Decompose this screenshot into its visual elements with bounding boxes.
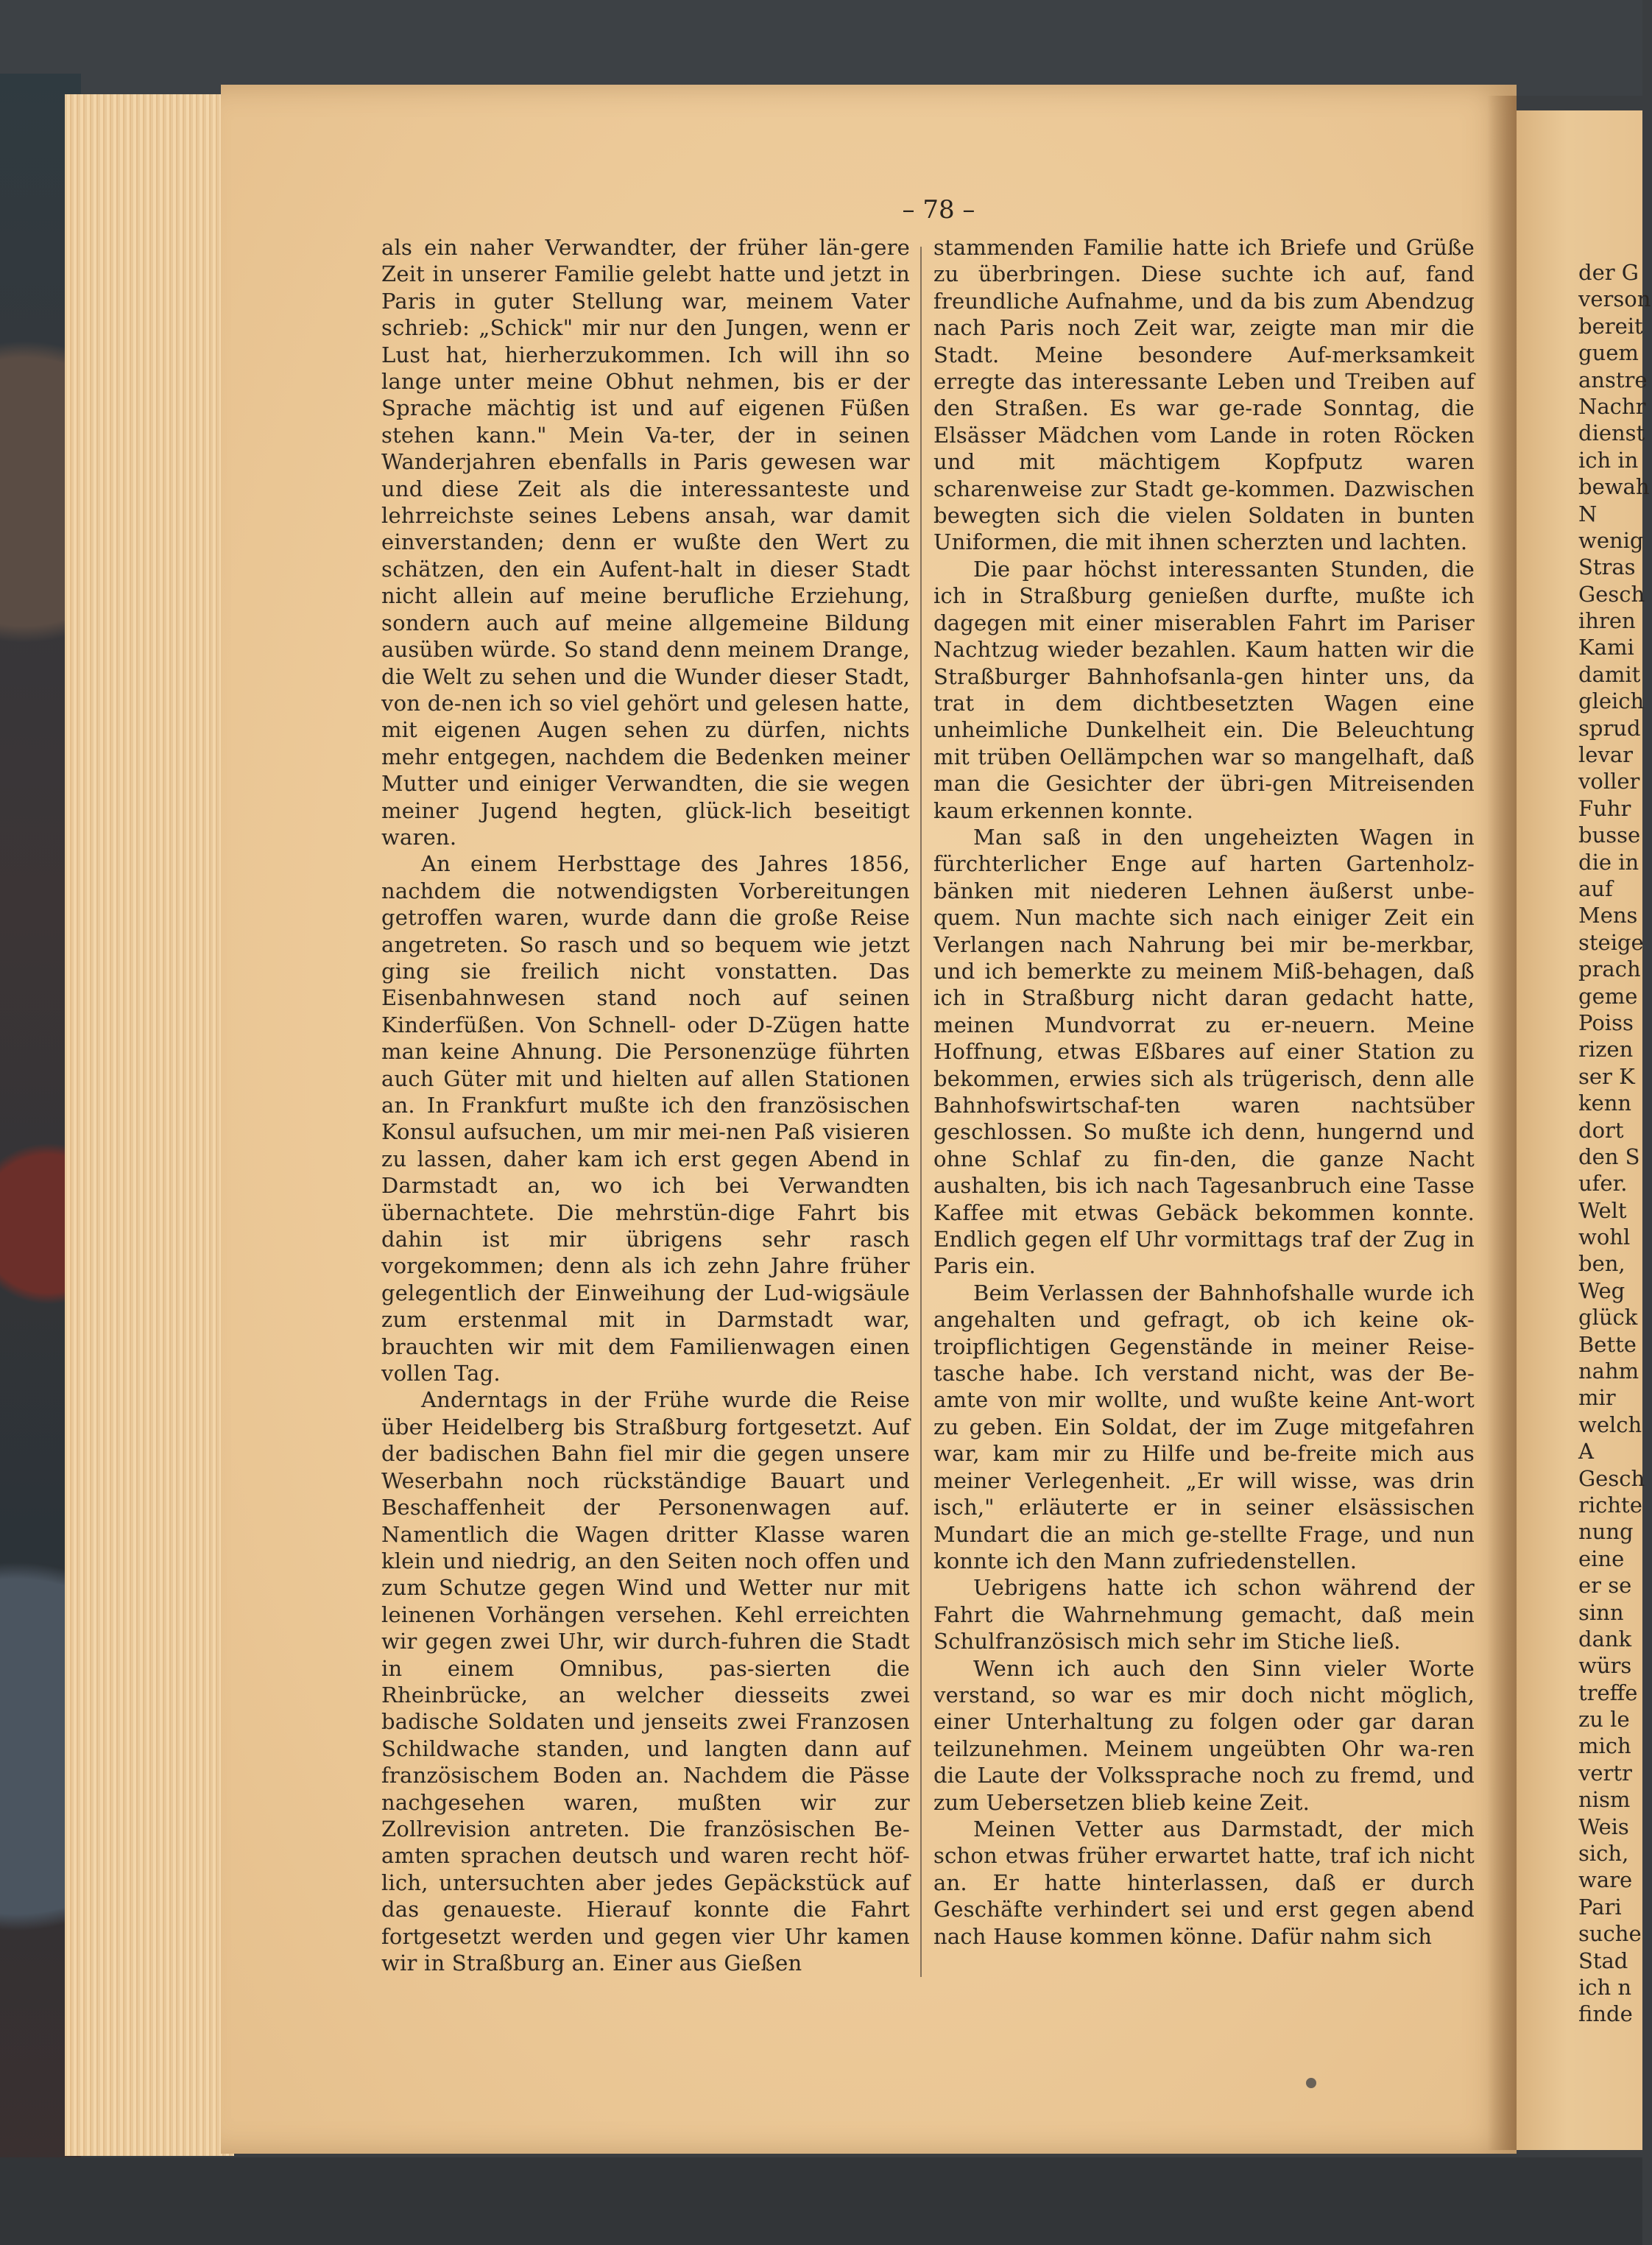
facing-page-line: dank	[1578, 1626, 1632, 1652]
facing-page-line: nung	[1578, 1519, 1634, 1545]
facing-page-line: auf	[1578, 875, 1613, 901]
facing-page-line: finde	[1578, 2001, 1633, 2027]
facing-page-line: sinn	[1578, 1599, 1624, 1625]
facing-page-line: geme	[1578, 983, 1638, 1009]
facing-page-line: sprud	[1578, 715, 1641, 741]
paragraph: An einem Herbsttage des Jahres 1856, nachdem die notwendigsten Vorbereitungen getroffen waren, wurde dann die große Reise angetreten. So rasch und so bequem wie jetzt ging sie freilich nicht vonstatten. Das Eisenbahnwesen stand noch auf seinen Kinderfüßen. Von Schnell- oder D-Zügen hatte man keine Ahnung. Die Personenzüge führten auch Güter mit und hielten auf allen Stationen an. In Frankfurt mußte ich den französischen Konsul aufsuchen, um mir mei-nen Paß visieren zu lassen, daher kam ich erst gegen Abend in Darmstadt an, wo ich bei Verwandten übernachtete. Die mehrstün-dige Fahrt bis dahin ist mir übrigens sehr rasch vorgekommen; denn als ich zehn Jahre früher gelegentlich der Einweihung der Lud-wigsäule zum erstenmal mit in Darmstadt war, brauchten wir mit dem Familienwagen einen vollen Tag.	[381, 851, 910, 1386]
facing-page-line: sich,	[1578, 1841, 1629, 1867]
facing-page-line: Fuhr	[1578, 795, 1631, 821]
facing-page-line: prach	[1578, 956, 1641, 982]
facing-page-line: N	[1578, 501, 1598, 526]
facing-page-line: Weis	[1578, 1814, 1629, 1839]
facing-page-line: levar	[1578, 742, 1633, 768]
paragraph: Uebrigens hatte ich schon während der Fahrt die Wahrnehmung gemacht, daß mein Schulfranzösisch mich sehr im Stiche ließ.	[933, 1575, 1475, 1654]
facing-page-line: Weg	[1578, 1277, 1625, 1303]
facing-page-line: er se	[1578, 1573, 1632, 1599]
facing-page-line: wenig	[1578, 527, 1644, 553]
facing-page-line: Stad	[1578, 1948, 1628, 1973]
facing-page-line: Stras	[1578, 554, 1636, 580]
facing-page-line: mich	[1578, 1733, 1631, 1759]
facing-page-line: welch	[1578, 1412, 1642, 1437]
facing-page-line: gleich	[1578, 688, 1645, 714]
facing-page-line: der G	[1578, 260, 1639, 285]
background-bottom	[0, 2157, 1642, 2245]
paragraph: als ein naher Verwandter, der früher län-gere Zeit in unserer Familie gelebt hatte und jetzt in Paris in guter Stellung war, meinem Vater schrieb: „Schick" mir nur den Jungen, wenn er Lust hat, hierherzukommen. Ich will ihn so lange unter meine Obhut nehmen, bis er der Sprache mächtig ist und auf eigenen Füßen stehen kann." Mein Va-ter, der in seinen Wanderjahren ebenfalls in Paris gewesen war und diese Zeit als die interessanteste und lehrreichste seines Lebens ansah, war damit einverstanden; denn er wußte den Wert zu schätzen, den ein Aufent-halt in dieser Stadt nicht allein auf meine berufliche Erziehung, sondern auch auf meine allgemeine Bildung ausüben würde. So stand denn meinem Drange, die Welt zu sehen und die Wunder dieser Stadt, von de-nen ich so viel gehört und gelesen hatte, mit eigenen Augen sehen zu dürfen, nichts mehr entgegen, nachdem die Bedenken meiner Mutter und einiger Verwandten, die sie wegen meiner Jugend hegten, glück-lich beseitigt waren.	[381, 235, 910, 850]
facing-page-line: mir	[1578, 1385, 1616, 1411]
facing-page-line: Poiss	[1578, 1009, 1634, 1035]
facing-page-line: den S	[1578, 1143, 1640, 1169]
facing-page-line: Welt	[1578, 1197, 1627, 1223]
facing-page-line: glück	[1578, 1305, 1638, 1331]
facing-page-line: Kami	[1578, 635, 1634, 660]
facing-page-line: rizen	[1578, 1037, 1634, 1062]
page-mark	[1306, 2078, 1316, 2088]
facing-page-line: bewah	[1578, 474, 1650, 500]
facing-page-line: suche	[1578, 1921, 1642, 1947]
facing-page-line: ich in	[1578, 447, 1639, 473]
facing-page-line: Mens	[1578, 903, 1638, 928]
facing-page-line: anstre	[1578, 367, 1648, 392]
facing-page-line: richte	[1578, 1492, 1642, 1518]
facing-page-line: ben,	[1578, 1251, 1625, 1277]
paragraph: Beim Verlassen der Bahnhofshalle wurde ich angehalten und gefragt, ob ich keine ok-troipflichtigen Gegenstände in meiner Reise-tasche habe. Ich verstand nicht, was der Be-amte von mir wollte, und wußte keine Ant-wort zu geben. Ein Soldat, der im Zuge mitgefahren war, kam mir zu Hilfe und be-freite mich aus meiner Verlegenheit. „Er will wisse, was drin isch," erläuterte er in seiner elsässischen Mundart die an mich ge-stellte Frage, und nun konnte ich den Mann zufriedenstellen.	[933, 1280, 1475, 1573]
paragraph: Man saß in den ungeheizten Wagen in fürchterlicher Enge auf harten Gartenholz-bänken mit niederen Lehnen äußerst unbe-quem. Nun machte sich nach einiger Zeit ein Verlangen nach Nahrung bei mir be-merkbar, und ich bemerkte zu meinem Miß-behagen, daß ich in Straßburg nicht daran gedacht hatte, meinen Mundvorrat zu er-neuern. Meine Hoffnung, etwas Eßbares auf einer Station zu bekommen, erwies sich als trügerisch, denn alle Bahnhofswirtschaf-ten waren nachtsüber geschlossen. So mußte ich denn, hungernd und ohne Schlaf zu fin-den, die ganze Nacht aushalten, bis ich nach Tagesanbruch eine Tasse Kaffee mit etwas Gebäck bekommen konnte. Endlich gegen elf Uhr vormittags traf der Zug in Paris ein.	[933, 824, 1475, 1279]
facing-page-line: damit	[1578, 661, 1641, 687]
facing-page-line: bereit	[1578, 313, 1643, 339]
facing-page-line: die in	[1578, 849, 1639, 875]
background-top	[0, 0, 1642, 96]
facing-page-line: Gesch	[1578, 581, 1645, 607]
paragraph: Anderntags in der Frühe wurde die Reise über Heidelberg bis Straßburg fortgesetzt. Auf der badischen Bahn fiel mir die gegen unsere Weserbahn noch rückständige Bauart und Beschaffenheit der Personenwagen auf. Namentlich die Wagen dritter Klasse waren klein und niedrig, an den Seiten noch offen und zum Schutze gegen Wind und Wetter nur mit leinenen Vorhängen versehen. Kehl erreichten wir gegen zwei Uhr, wir durch-fuhren die Stadt in einem Omnibus, pas-sierten die Rheinbrücke, an welcher diesseits zwei badische Soldaten und jenseits zwei Franzosen Schildwache standen, und langten dann auf französischem Boden an. Nachdem die Pässe nachgesehen waren, mußten wir zur Zollrevision antreten. Die französischen Be-amten sprachen deutsch und waren recht höf-lich, untersuchten aber jedes Gepäckstück auf das genaueste. Hierauf konnte die Fahrt fortgesetzt werden und gegen vier Uhr kamen wir in Straßburg an. Einer aus Gießen	[381, 1387, 910, 1976]
facing-page-line: ihren	[1578, 608, 1636, 634]
facing-page-line: treffe	[1578, 1680, 1638, 1705]
facing-page-text-fragments	[1578, 259, 1652, 2028]
page-number: – 78 –	[902, 195, 975, 225]
page-stack-edge	[65, 94, 234, 2156]
facing-page-line: Gesch	[1578, 1465, 1645, 1491]
facing-page-line: ufer.	[1578, 1171, 1628, 1196]
facing-page-line: verson	[1578, 286, 1651, 312]
facing-page-line: Nachr	[1578, 393, 1646, 419]
facing-page-line: guem	[1578, 340, 1639, 366]
paragraph: Die paar höchst interessanten Stunden, die ich in Straßburg genießen durfte, mußte ich dagegen mit einer miserablen Fahrt im Pariser Nachtzug wieder bezahlen. Kaum hatten wir die Straßburger Bahnhofsanla-gen hinter uns, da trat in dem dichtbesetzten Wagen eine unheimliche Dunkelheit ein. Die Beleuchtung mit trüben Oellämpchen war so mangelhaft, daß man die Gesichter der übri-gen Mitreisenden kaum erkennen konnte.	[933, 556, 1475, 823]
facing-page-line: Bette	[1578, 1331, 1637, 1357]
facing-page-line: voller	[1578, 769, 1640, 794]
paragraph: Meinen Vetter aus Darmstadt, der mich schon etwas früher erwartet hatte, traf ich nicht an. Er hatte hinterlassen, daß er durch Geschäfte verhindert sei und erst gegen abend nach Hause kommen könne. Dafür nahm sich	[933, 1816, 1475, 1949]
facing-page-line: würs	[1578, 1653, 1632, 1679]
facing-page-line: Pari	[1578, 1894, 1622, 1920]
right-text-column	[933, 234, 1475, 1950]
facing-page-line: nism	[1578, 1787, 1631, 1813]
facing-page-line: kenn	[1578, 1090, 1632, 1116]
facing-page-line: ich n	[1578, 1975, 1632, 2000]
facing-page-line: ser K	[1578, 1063, 1635, 1089]
facing-page-line: eine	[1578, 1546, 1625, 1571]
left-text-column	[381, 234, 910, 1976]
facing-page-line: wohl	[1578, 1224, 1631, 1250]
facing-page-line: busse	[1578, 822, 1641, 848]
facing-page-line: dort	[1578, 1117, 1624, 1143]
column-divider	[920, 247, 922, 1977]
facing-page-line: dienst	[1578, 420, 1645, 446]
facing-page-line: steige	[1578, 929, 1644, 955]
paragraph: stammenden Familie hatte ich Briefe und Grüße zu überbringen. Diese suchte ich auf, fand freundliche Aufnahme, und da bis zum Abendzug nach Paris noch Zeit war, zeigte man mir die Stadt. Meine besondere Auf-merksamkeit erregte das interessante Leben und Treiben auf den Straßen. Es war ge-rade Sonntag, die Elsässer Mädchen vom Lande in roten Röcken und mit mächtigem Kopfputz waren scharenweise zur Stadt ge-kommen. Dazwischen bewegten sich die vielen Soldaten in bunten Uniformen, die mit ihnen scherzten und lachten.	[933, 235, 1475, 555]
facing-page-line: A	[1578, 1439, 1594, 1465]
facing-page-line: zu le	[1578, 1707, 1630, 1733]
facing-page-line: ware	[1578, 1867, 1633, 1893]
book-gutter	[1487, 96, 1517, 2150]
paragraph: Wenn ich auch den Sinn vieler Worte verstand, so war es mir doch nicht möglich, einer Unterhaltung zu folgen oder gar daran teilzunehmen. Meinem ungeübten Ohr wa-ren die Laute der Volkssprache noch zu fremd, und zum Uebersetzen blieb keine Zeit.	[933, 1655, 1475, 1815]
facing-page-line: nahm	[1578, 1358, 1639, 1384]
facing-page-line: vertr	[1578, 1760, 1632, 1786]
